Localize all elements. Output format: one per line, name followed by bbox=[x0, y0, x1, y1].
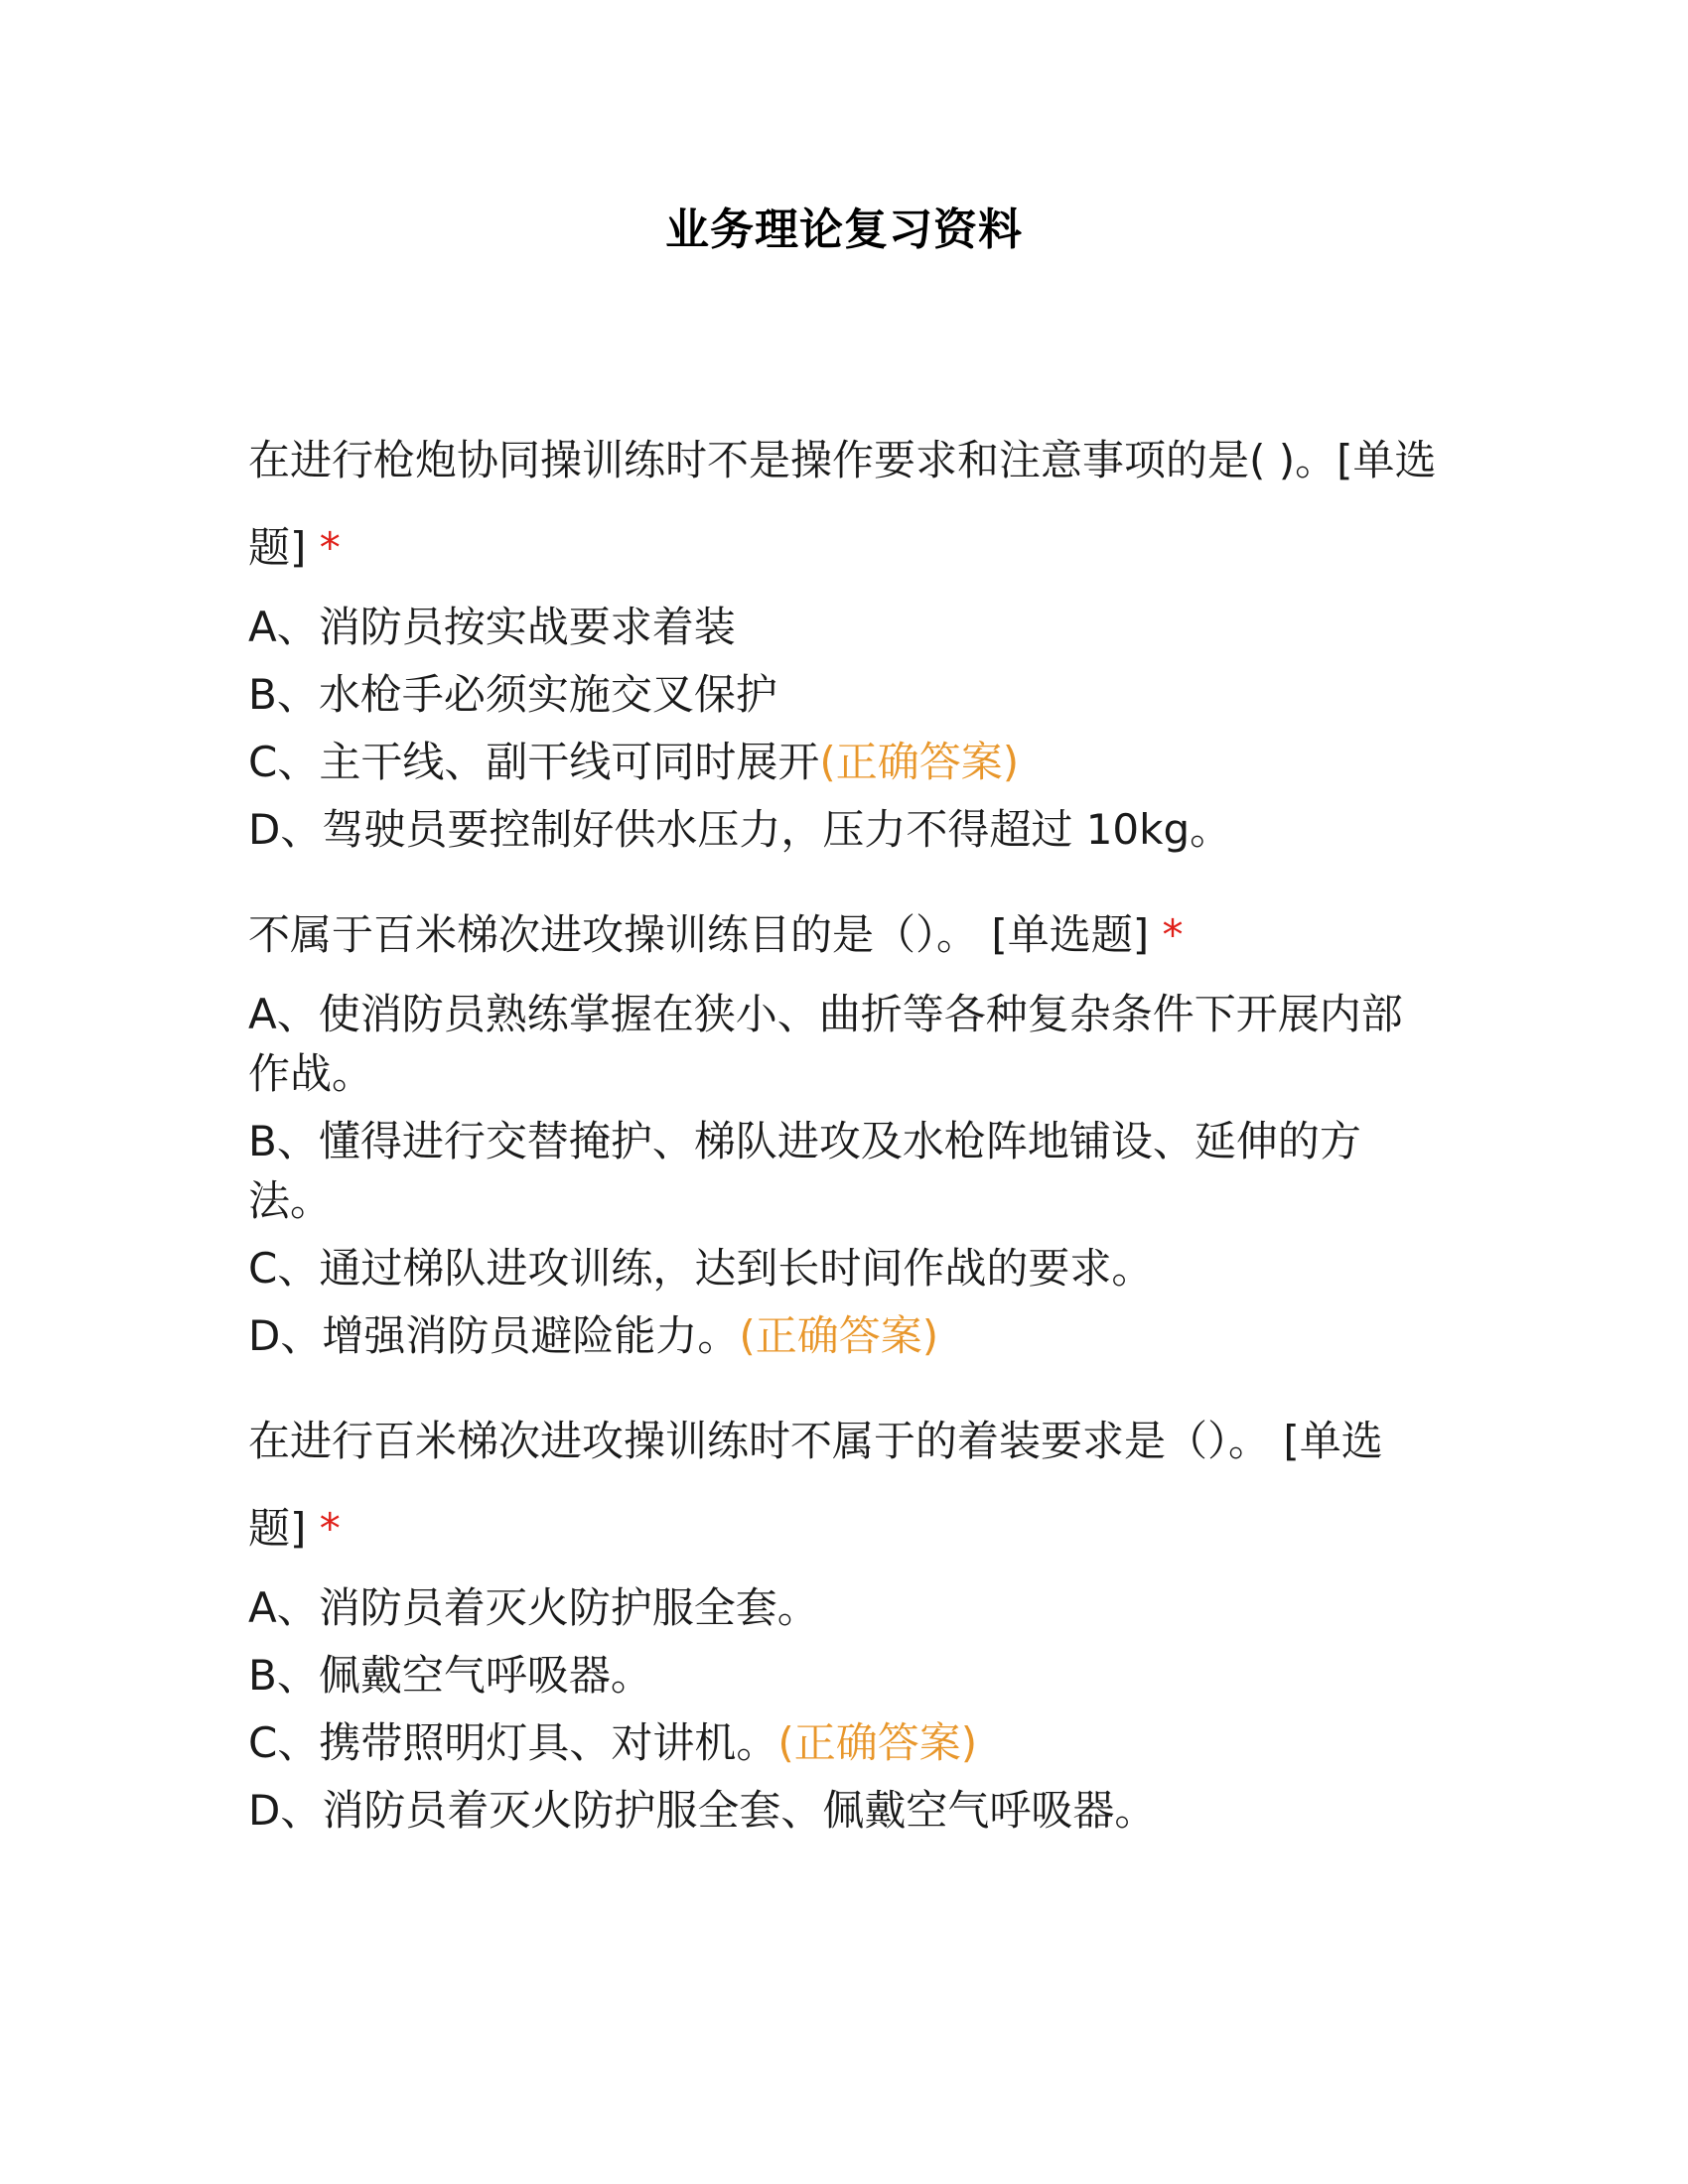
question-2-option-c bbox=[248, 1235, 1440, 1302]
question-3-option-d bbox=[248, 1777, 1440, 1844]
question-list bbox=[248, 417, 1440, 1844]
option-text: D、消防员着灭火防护服全套、佩戴空气呼吸器。 bbox=[248, 1786, 1157, 1835]
required-star-icon: * bbox=[1162, 910, 1184, 959]
question-1-option-c bbox=[248, 729, 1440, 796]
page-title: 业务理论复习资料 bbox=[665, 205, 1023, 255]
question-2-option-a bbox=[248, 981, 1440, 1108]
option-text: B、懂得进行交替掩护、梯队进攻及水枪阵地铺设、延伸的方法。 bbox=[248, 1117, 1361, 1225]
correct-answer-tag: (正确答案) bbox=[777, 1718, 978, 1767]
question-1-options bbox=[248, 594, 1440, 864]
question-1-option-b bbox=[248, 661, 1440, 729]
question-1-prompt-text: 在进行枪炮协同操训练时不是操作要求和注意事项的是( )。[单选题] bbox=[248, 436, 1437, 572]
question-1-prompt bbox=[248, 417, 1440, 592]
question-3-prompt-text: 在进行百米梯次进攻操训练时不属于的着装要求是（）。 [单选题] bbox=[248, 1417, 1383, 1553]
option-text: B、佩戴空气呼吸器。 bbox=[248, 1651, 652, 1700]
option-text: A、消防员着灭火防护服全套。 bbox=[248, 1583, 819, 1632]
question-2-prompt bbox=[248, 891, 1440, 979]
question-1 bbox=[248, 417, 1440, 864]
option-text: C、携带照明灯具、对讲机。 bbox=[248, 1718, 778, 1767]
option-text: D、增强消防员避险能力。 bbox=[248, 1311, 740, 1360]
question-2 bbox=[248, 891, 1440, 1370]
question-3-prompt bbox=[248, 1398, 1440, 1572]
question-2-option-d bbox=[248, 1302, 1440, 1370]
required-star-icon: * bbox=[319, 1504, 341, 1553]
option-text: B、水枪手必须实施交叉保护 bbox=[248, 670, 777, 719]
question-1-option-d bbox=[248, 796, 1440, 864]
question-3-option-c bbox=[248, 1709, 1440, 1777]
question-2-option-b bbox=[248, 1108, 1440, 1235]
required-star-icon: * bbox=[319, 523, 341, 572]
question-3-option-a bbox=[248, 1574, 1440, 1642]
correct-answer-tag: (正确答案) bbox=[819, 738, 1020, 786]
question-2-options bbox=[248, 981, 1440, 1370]
question-3 bbox=[248, 1398, 1440, 1844]
question-2-prompt-text: 不属于百米梯次进攻操训练目的是（）。 [单选题] bbox=[248, 910, 1150, 959]
option-text: D、驾驶员要控制好供水压力，压力不得超过 10kg。 bbox=[248, 805, 1232, 854]
option-text: C、主干线、副干线可同时展开 bbox=[248, 738, 820, 786]
question-3-option-b bbox=[248, 1642, 1440, 1709]
question-3-options bbox=[248, 1574, 1440, 1844]
option-text: C、通过梯队进攻训练，达到长时间作战的要求。 bbox=[248, 1244, 1154, 1293]
question-1-option-a bbox=[248, 594, 1440, 661]
correct-answer-tag: (正确答案) bbox=[739, 1311, 939, 1360]
option-text: A、消防员按实战要求着装 bbox=[248, 603, 736, 651]
option-text: A、使消防员熟练掌握在狭小、曲折等各种复杂条件下开展内部作战。 bbox=[248, 990, 1403, 1098]
